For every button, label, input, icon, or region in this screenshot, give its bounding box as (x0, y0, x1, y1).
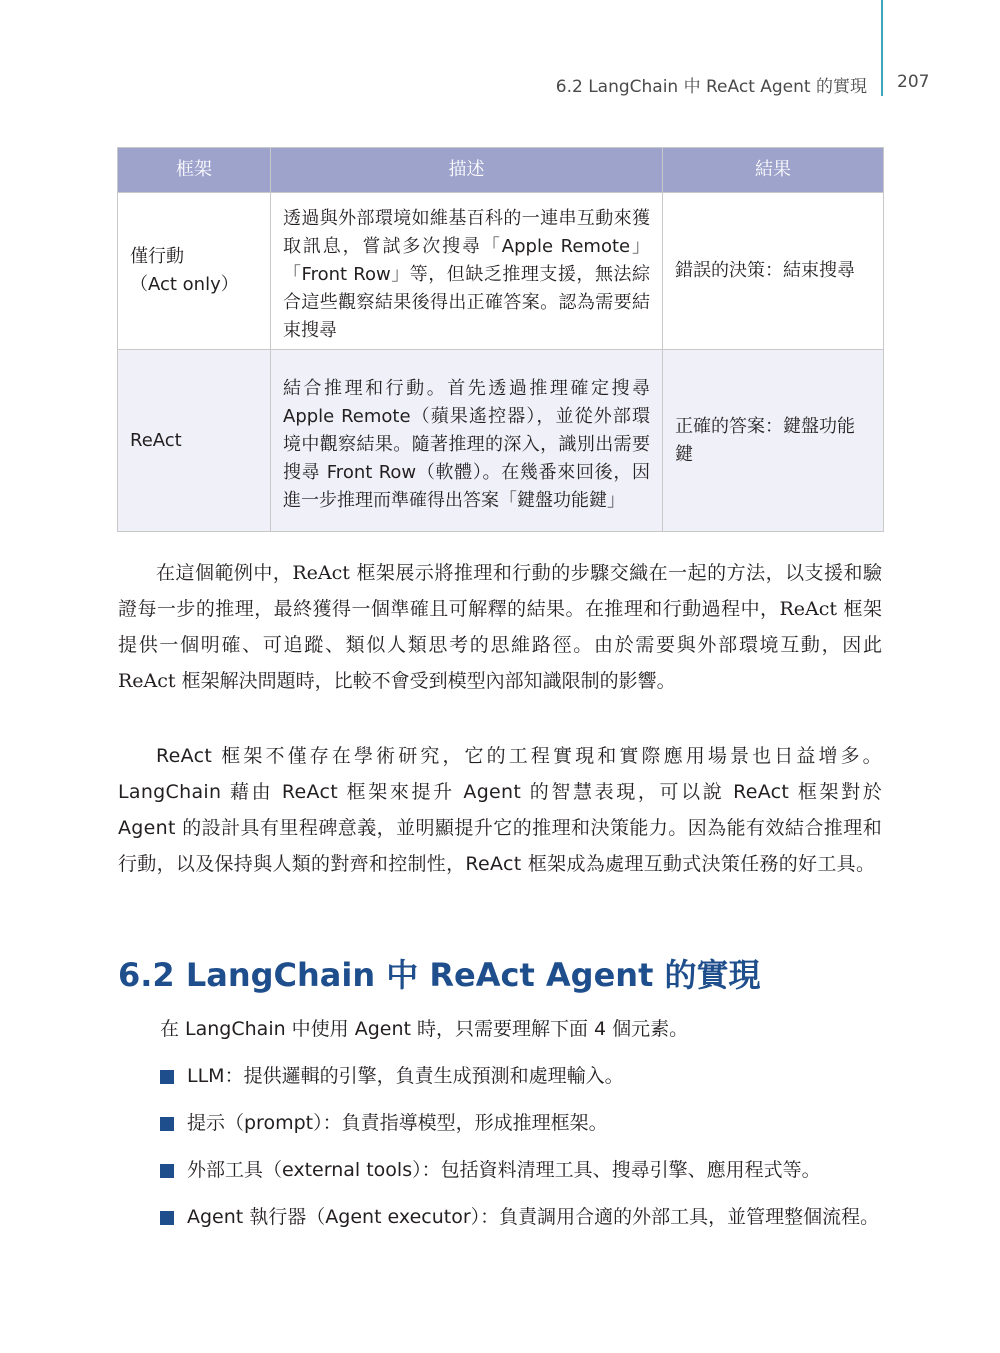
table-header-row (118, 148, 884, 193)
list-item (160, 1154, 882, 1187)
list-item-text: Agent 執行器（Agent executor）：負責調用合適的外部工具，並管理整個流程。 (187, 1206, 880, 1228)
list-item-text: 外部工具（external tools）：包括資料清理工具、搜尋引擎、應用程式等。 (187, 1159, 821, 1181)
element-list (160, 1060, 882, 1248)
square-bullet-icon (160, 1164, 174, 1178)
square-bullet-icon (160, 1117, 174, 1131)
cell-framework: ReAct (118, 350, 271, 532)
header-description: 描述 (271, 148, 663, 193)
header-result: 結果 (663, 148, 884, 193)
cell-framework: 僅行動 （Act only） (118, 193, 271, 350)
table-row (118, 193, 884, 350)
list-item-text: 提示（prompt）：負責指導模型，形成推理框架。 (187, 1112, 608, 1134)
list-item (160, 1107, 882, 1140)
table-row (118, 350, 884, 532)
list-item (160, 1060, 882, 1093)
cell-description: 結合推理和行動。首先透過推理確定搜尋 Apple Remote（蘋果遙控器），並從外部環境中觀察結果。隨著推理的深入，識別出需要搜尋 Front Row（軟體）。在幾番來回後，因進一步推理而準確得出答案「鍵盤功能鍵」 (271, 350, 663, 532)
square-bullet-icon (160, 1211, 174, 1225)
comparison-table (117, 147, 884, 532)
header-rule (881, 0, 883, 96)
paragraph-react-example: 在這個範例中，ReAct 框架展示將推理和行動的步驟交織在一起的方法，以支援和驗證每一步的推理，最終獲得一個準確且可解釋的結果。在推理和行動過程中，ReAct 框架提供一個明確、可追蹤、類似人類思考的思維路徑。由於需要與外部環境互動，因此 ReAct 框架解決問題時，比較不會受到模型內部知識限制的影響。 (118, 562, 882, 692)
list-item (160, 1201, 882, 1234)
section-title: 6.2 LangChain 中 ReAct Agent 的實現 (118, 956, 761, 994)
cell-result: 錯誤的決策：結束搜尋 (663, 193, 884, 350)
list-item-text: LLM：提供邏輯的引擎，負責生成預測和處理輸入。 (187, 1065, 624, 1087)
paragraph-react-langchain: ReAct 框架不僅存在學術研究，它的工程實現和實際應用場景也日益增多。LangChain 藉由 ReAct 框架來提升 Agent 的智慧表現，可以說 ReAct 框架對於 Agent 的設計具有里程碑意義，並明顯提升它的推理和決策能力。因為能有效結合推理和行動，以及保持與人類的對齊和控制性，ReAct 框架成為處理互動式決策任務的好工具。 (118, 745, 882, 875)
square-bullet-icon (160, 1070, 174, 1084)
page-number: 207 (897, 72, 930, 92)
section-intro: 在 LangChain 中使用 Agent 時，只需要理解下面 4 個元素。 (160, 1018, 689, 1040)
running-header: 6.2 LangChain 中 ReAct Agent 的實現 (555, 77, 867, 97)
cell-result: 正確的答案：鍵盤功能鍵 (663, 350, 884, 532)
header-framework: 框架 (118, 148, 271, 193)
cell-description: 透過與外部環境如維基百科的一連串互動來獲取訊息，嘗試多次搜尋「Apple Remote」「Front Row」等，但缺乏推理支援，無法綜合這些觀察結果後得出正確答案。認為需要結束搜尋 (271, 193, 663, 350)
